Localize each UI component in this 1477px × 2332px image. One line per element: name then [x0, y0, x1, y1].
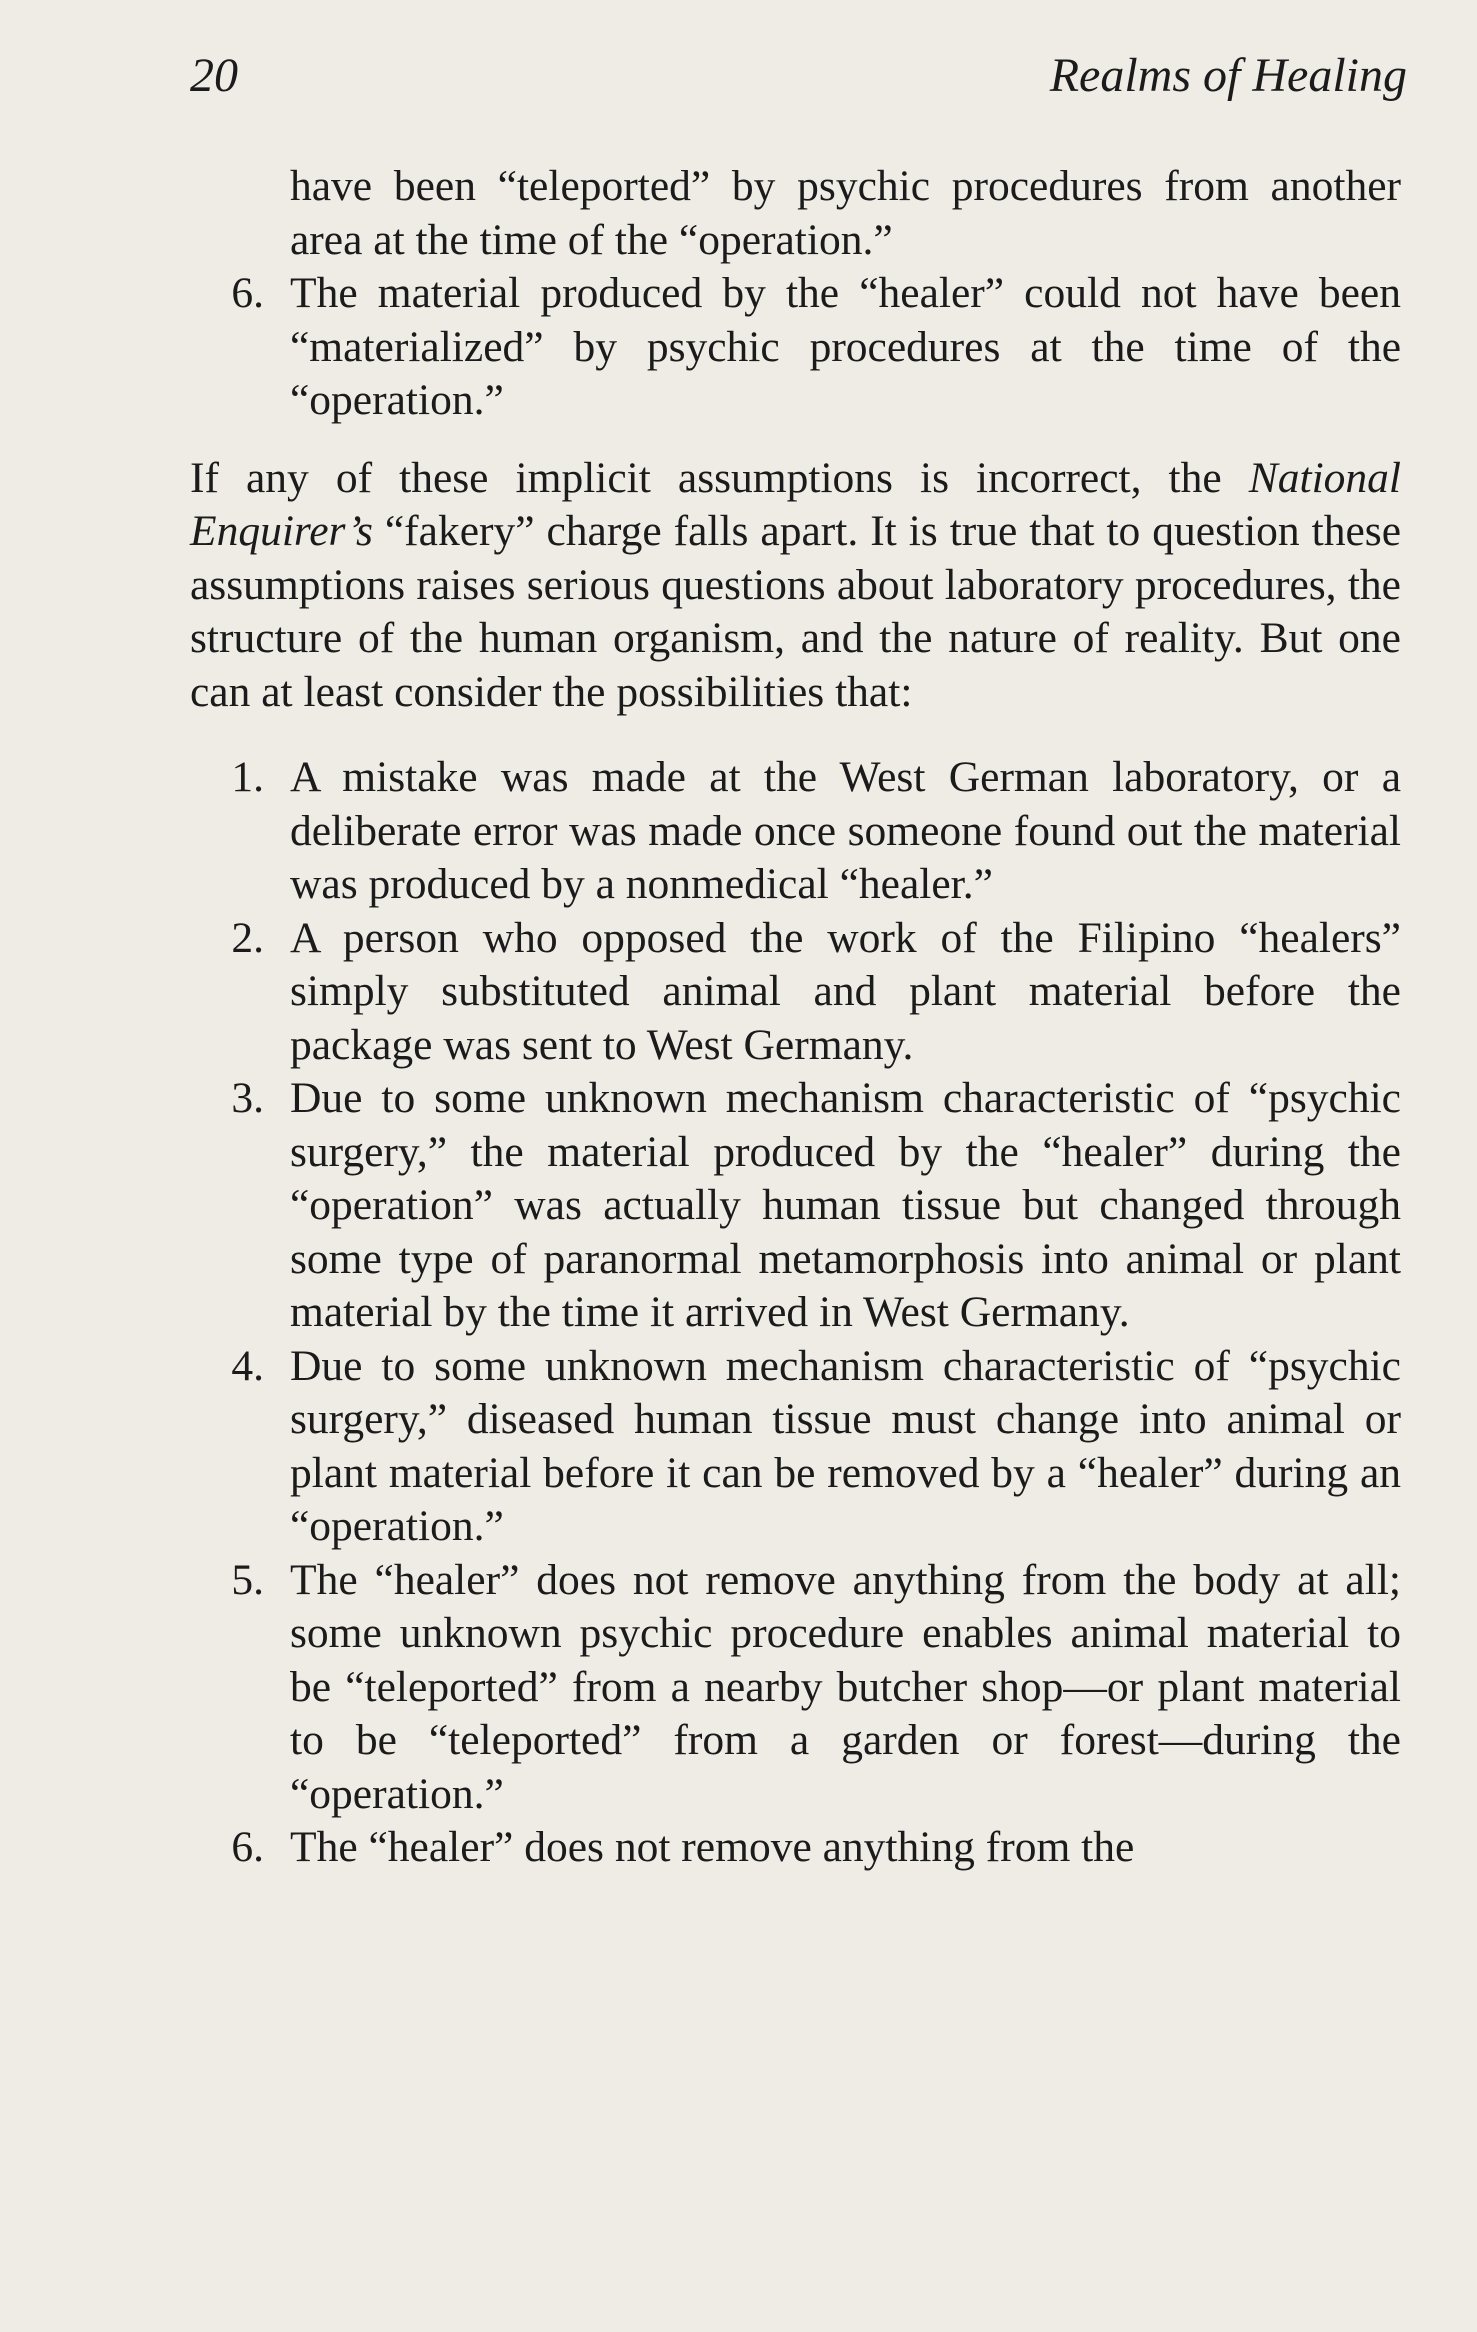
list-number: 5. [231, 1555, 264, 1604]
list-text: The “healer” does not remove anything from the [290, 1823, 1135, 1871]
list-text: A person who opposed the work of the Filipino “healers” simply substituted animal and plant material before the package was sent to West Germany. [290, 913, 1401, 1069]
list-item [190, 267, 1401, 428]
body-paragraph [190, 452, 1401, 720]
list-number: 3. [231, 1074, 264, 1122]
list-text: The “healer” does not remove anything from the body at all; some unknown psychic procedure enables animal material to be “teleported” from a nearby butcher shop—or plant material to be “teleported” from a garden or forest—during the “operation.” [290, 1555, 1401, 1818]
list-item [190, 1821, 1401, 1875]
possibilities-list [190, 751, 1401, 1875]
list-item-continuation: have been “teleported” by psychic procedures from another area at the time of the “operation.” [290, 162, 1401, 264]
list-text: Due to some unknown mechanism characteristic of “psychic surgery,” diseased human tissue must change into animal or plant material before it can be removed by a “healer” during an “operation.” [290, 1341, 1401, 1550]
list-item [190, 1072, 1401, 1340]
list-number: 6. [231, 1823, 264, 1871]
list-number: 1. [231, 753, 264, 801]
publication-title: National Enquirer’s [190, 453, 1401, 555]
page-header [190, 48, 1407, 118]
list-item [190, 751, 1401, 912]
list-item [190, 1554, 1401, 1822]
page-text [190, 160, 1401, 1875]
list-item [190, 1340, 1401, 1554]
list-number: 6. [231, 269, 264, 317]
page-number: 20 [190, 49, 238, 102]
list-number: 2. [231, 913, 264, 962]
list-item [190, 912, 1401, 1073]
running-head: Realms of Healing [1049, 49, 1407, 102]
paragraph-text-2: “fakery” charge falls apart. It is true that to question these assumptions raises serious questions about laboratory procedures, the structure of the human organism, and the nature of reality. But one can at least consider the possibilities that: [190, 507, 1401, 716]
list-text: A mistake was made at the West German laboratory, or a deliberate error was made once someone found out the material was produced by a nonmedical “healer.” [290, 753, 1401, 908]
list-text: The material produced by the “healer” could not have been “materialized” by psychic procedures at the time of the “operation.” [290, 269, 1401, 424]
list-text: Due to some unknown mechanism characteristic of “psychic surgery,” the material produced by the “healer” during the “operation” was actually human tissue but changed through some type of paranormal metamorphosis into animal or plant material by the time it arrived in West Germany. [290, 1074, 1401, 1336]
paragraph-text-1: If any of these implicit assumptions is incorrect, the [190, 453, 1249, 502]
list-number: 4. [231, 1341, 264, 1390]
